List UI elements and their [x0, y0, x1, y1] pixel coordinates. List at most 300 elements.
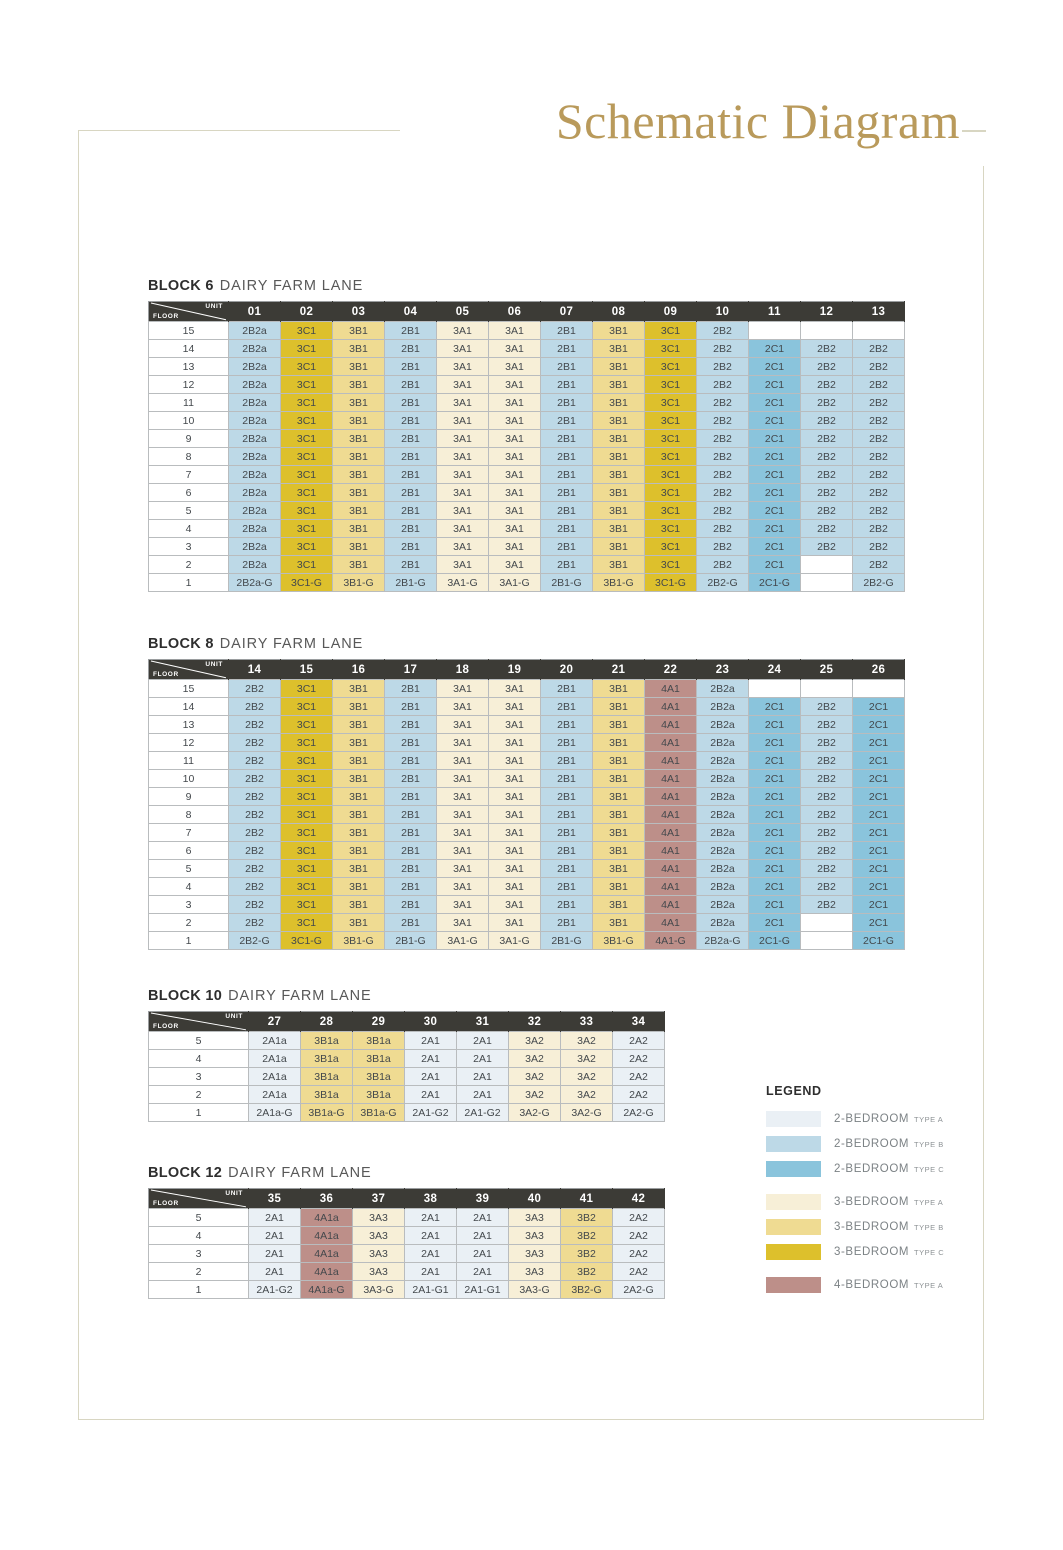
unit-cell[interactable]: 3A1 — [489, 376, 541, 394]
unit-cell[interactable]: 2B2 — [697, 394, 749, 412]
unit-cell[interactable]: 3B2 — [561, 1245, 613, 1263]
unit-cell[interactable]: 3C1 — [281, 698, 333, 716]
unit-cell[interactable]: 3A1 — [489, 394, 541, 412]
unit-cell[interactable]: 2C1 — [853, 896, 905, 914]
unit-cell[interactable]: 4A1a — [301, 1245, 353, 1263]
unit-cell[interactable]: 3A1 — [437, 770, 489, 788]
unit-cell[interactable]: 3B1a — [353, 1032, 405, 1050]
unit-cell[interactable]: 2B1 — [541, 520, 593, 538]
unit-cell[interactable]: 4A1 — [645, 896, 697, 914]
unit-cell[interactable]: 2B2 — [697, 538, 749, 556]
unit-cell[interactable]: 3B1 — [333, 914, 385, 932]
unit-cell[interactable]: 3A1 — [437, 556, 489, 574]
unit-cell[interactable]: 3A2-G — [509, 1104, 561, 1122]
unit-cell[interactable]: 2B2 — [801, 824, 853, 842]
unit-cell[interactable]: 2C1 — [853, 770, 905, 788]
unit-cell[interactable]: 3B1 — [333, 340, 385, 358]
unit-cell[interactable]: 3A2 — [509, 1050, 561, 1068]
unit-cell[interactable]: 2A1-G1 — [405, 1281, 457, 1299]
unit-cell[interactable]: 3A1 — [437, 896, 489, 914]
unit-cell[interactable]: 3C1 — [281, 556, 333, 574]
unit-cell[interactable]: 2B2a — [697, 896, 749, 914]
unit-cell[interactable]: 3C1 — [645, 538, 697, 556]
unit-cell[interactable]: 3A1 — [437, 716, 489, 734]
unit-cell[interactable]: 3B1 — [333, 394, 385, 412]
unit-cell[interactable]: 2C1 — [749, 466, 801, 484]
unit-cell[interactable]: 4A1 — [645, 770, 697, 788]
unit-cell[interactable]: 3B1 — [333, 322, 385, 340]
unit-cell[interactable]: 2B1 — [385, 358, 437, 376]
unit-cell[interactable]: 3A1 — [489, 322, 541, 340]
unit-cell[interactable]: 3B1a — [301, 1068, 353, 1086]
unit-cell[interactable]: 2C1 — [749, 752, 801, 770]
unit-cell[interactable]: 4A1 — [645, 716, 697, 734]
unit-cell[interactable]: 3C1 — [281, 878, 333, 896]
unit-cell[interactable]: 2B2 — [801, 358, 853, 376]
unit-cell[interactable]: 2B2a — [697, 860, 749, 878]
unit-cell[interactable]: 2B1 — [541, 322, 593, 340]
unit-cell[interactable]: 2B2 — [801, 752, 853, 770]
unit-cell[interactable]: 3B1 — [593, 412, 645, 430]
unit-cell[interactable]: 4A1a-G — [301, 1281, 353, 1299]
unit-cell[interactable]: 2A1 — [405, 1209, 457, 1227]
unit-cell[interactable]: 3C1 — [281, 448, 333, 466]
unit-cell[interactable]: 2B2 — [229, 752, 281, 770]
unit-cell[interactable]: 2A2 — [613, 1209, 665, 1227]
unit-cell[interactable]: 2C1 — [749, 394, 801, 412]
unit-cell[interactable]: 2B1 — [385, 680, 437, 698]
unit-cell[interactable]: 3B1 — [333, 806, 385, 824]
unit-cell[interactable]: 2C1 — [749, 698, 801, 716]
unit-cell[interactable]: 3B1 — [593, 752, 645, 770]
unit-cell[interactable]: 2B2a — [229, 394, 281, 412]
unit-cell[interactable]: 2B2 — [853, 376, 905, 394]
unit-cell[interactable]: 4A1 — [645, 680, 697, 698]
unit-cell[interactable]: 3A1 — [437, 430, 489, 448]
unit-cell[interactable]: 3C1 — [281, 340, 333, 358]
unit-cell[interactable]: 3B1 — [593, 340, 645, 358]
unit-cell[interactable]: 2B2-G — [853, 574, 905, 592]
unit-cell[interactable]: 3A2 — [561, 1032, 613, 1050]
unit-cell[interactable]: 2B1 — [541, 698, 593, 716]
unit-cell[interactable]: 2B2 — [853, 502, 905, 520]
unit-cell[interactable]: 2B2 — [697, 556, 749, 574]
unit-cell[interactable]: 3C1-G — [281, 574, 333, 592]
unit-cell[interactable]: 3B1 — [593, 698, 645, 716]
unit-cell[interactable]: 3B1 — [593, 538, 645, 556]
unit-cell[interactable]: 2A1 — [405, 1245, 457, 1263]
unit-cell[interactable]: 2B2 — [229, 896, 281, 914]
unit-cell[interactable]: 3B1 — [333, 698, 385, 716]
unit-cell[interactable]: 2A1-G2 — [249, 1281, 301, 1299]
unit-cell[interactable]: 3A1 — [437, 788, 489, 806]
unit-cell[interactable]: 2B2 — [697, 322, 749, 340]
unit-cell[interactable]: 3B1 — [593, 358, 645, 376]
unit-cell[interactable]: 2B2 — [229, 698, 281, 716]
unit-cell[interactable]: 2B1 — [385, 914, 437, 932]
unit-cell[interactable]: 2B2 — [853, 448, 905, 466]
unit-cell[interactable]: 2B1 — [385, 430, 437, 448]
unit-cell[interactable]: 3B1 — [593, 806, 645, 824]
unit-cell[interactable]: 2B1-G — [541, 932, 593, 950]
unit-cell[interactable]: 3B1 — [593, 680, 645, 698]
unit-cell[interactable]: 2B2a — [229, 358, 281, 376]
unit-cell[interactable]: 2A2 — [613, 1032, 665, 1050]
unit-cell[interactable]: 2B1 — [385, 824, 437, 842]
unit-cell[interactable]: 3A2-G — [561, 1104, 613, 1122]
unit-cell[interactable]: 2B2-G — [229, 932, 281, 950]
unit-cell[interactable]: 2B1 — [541, 914, 593, 932]
unit-cell[interactable]: 3C1 — [645, 448, 697, 466]
unit-cell[interactable]: 2C1 — [749, 484, 801, 502]
unit-cell[interactable]: 2B1 — [385, 806, 437, 824]
unit-cell[interactable]: 2B2 — [801, 734, 853, 752]
unit-cell[interactable]: 3B1 — [593, 502, 645, 520]
unit-cell[interactable]: 2B1 — [385, 788, 437, 806]
unit-cell[interactable]: 2C1 — [853, 806, 905, 824]
unit-cell[interactable]: 2B2a — [229, 520, 281, 538]
unit-cell[interactable]: 4A1a — [301, 1263, 353, 1281]
unit-cell[interactable]: 2C1 — [749, 520, 801, 538]
unit-cell[interactable]: 2B1 — [385, 394, 437, 412]
unit-cell[interactable]: 3A1 — [437, 322, 489, 340]
unit-cell[interactable]: 3B1 — [593, 376, 645, 394]
unit-cell[interactable]: 2B2 — [801, 466, 853, 484]
unit-cell[interactable]: 2B2 — [697, 412, 749, 430]
unit-cell[interactable]: 2B1 — [541, 340, 593, 358]
unit-cell[interactable]: 2C1 — [749, 502, 801, 520]
unit-cell[interactable]: 2A2 — [613, 1227, 665, 1245]
unit-cell[interactable]: 3A1 — [437, 484, 489, 502]
unit-cell[interactable]: 3A3 — [353, 1227, 405, 1245]
unit-cell[interactable]: 3B2 — [561, 1263, 613, 1281]
unit-cell[interactable]: 2B2 — [697, 340, 749, 358]
unit-cell[interactable]: 2B2 — [801, 538, 853, 556]
unit-cell[interactable]: 3B1 — [333, 896, 385, 914]
unit-cell[interactable]: 4A1 — [645, 788, 697, 806]
unit-cell[interactable]: 2B2 — [853, 358, 905, 376]
unit-cell[interactable]: 2B2 — [697, 502, 749, 520]
unit-cell[interactable]: 3A1 — [437, 340, 489, 358]
unit-cell[interactable]: 3B1 — [333, 484, 385, 502]
unit-cell[interactable]: 2C1 — [749, 878, 801, 896]
unit-cell[interactable]: 2A1 — [457, 1263, 509, 1281]
unit-cell[interactable]: 2B2a-G — [229, 574, 281, 592]
unit-cell[interactable]: 2B2 — [801, 698, 853, 716]
unit-cell[interactable]: 2B1 — [541, 878, 593, 896]
unit-cell[interactable]: 2A2-G — [613, 1281, 665, 1299]
unit-cell[interactable]: 2B2 — [801, 770, 853, 788]
unit-cell[interactable]: 3A3-G — [353, 1281, 405, 1299]
unit-cell[interactable]: 2C1 — [749, 556, 801, 574]
unit-cell[interactable]: 2B2a — [229, 484, 281, 502]
unit-cell[interactable]: 3C1 — [281, 430, 333, 448]
unit-cell[interactable]: 4A1a — [301, 1227, 353, 1245]
unit-cell[interactable]: 2B2 — [697, 466, 749, 484]
unit-cell[interactable]: 3A1 — [437, 502, 489, 520]
unit-cell[interactable]: 3B1 — [333, 752, 385, 770]
unit-cell[interactable]: 3B2 — [561, 1227, 613, 1245]
unit-cell[interactable]: 2B2a — [697, 752, 749, 770]
unit-cell[interactable]: 2B1 — [541, 860, 593, 878]
unit-cell[interactable]: 2B2a — [229, 538, 281, 556]
unit-cell[interactable]: 3A1 — [489, 860, 541, 878]
unit-cell[interactable]: 2B2a — [697, 734, 749, 752]
unit-cell[interactable]: 3C1 — [281, 412, 333, 430]
unit-cell[interactable]: 2B1 — [385, 502, 437, 520]
unit-cell[interactable]: 3A1 — [489, 340, 541, 358]
unit-cell[interactable]: 2A1 — [457, 1227, 509, 1245]
unit-cell[interactable]: 2C1-G — [749, 932, 801, 950]
unit-cell[interactable]: 2C1 — [853, 734, 905, 752]
unit-cell[interactable]: 3B1 — [593, 914, 645, 932]
unit-cell[interactable]: 2B1 — [541, 788, 593, 806]
unit-cell[interactable]: 3B1-G — [593, 574, 645, 592]
unit-cell[interactable]: 2A1 — [405, 1032, 457, 1050]
unit-cell[interactable]: 2C1-G — [749, 574, 801, 592]
unit-cell[interactable]: 2B2 — [801, 860, 853, 878]
unit-cell[interactable]: 4A1 — [645, 752, 697, 770]
unit-cell[interactable]: 2B2 — [801, 430, 853, 448]
unit-cell[interactable]: 2A1 — [405, 1068, 457, 1086]
unit-cell[interactable]: 2B2 — [801, 878, 853, 896]
unit-cell[interactable]: 3A1 — [489, 466, 541, 484]
unit-cell[interactable]: 2A1 — [405, 1086, 457, 1104]
unit-cell[interactable]: 2B1 — [385, 734, 437, 752]
unit-cell[interactable]: 3C1 — [281, 842, 333, 860]
unit-cell[interactable]: 2A1 — [457, 1245, 509, 1263]
unit-cell[interactable]: 3A1 — [489, 716, 541, 734]
unit-cell[interactable]: 3C1 — [645, 412, 697, 430]
unit-cell[interactable]: 2B1 — [385, 896, 437, 914]
unit-cell[interactable]: 2B2 — [853, 430, 905, 448]
unit-cell[interactable]: 2C1 — [749, 806, 801, 824]
unit-cell[interactable]: 2B2 — [229, 860, 281, 878]
unit-cell[interactable]: 3A1 — [489, 824, 541, 842]
unit-cell[interactable]: 3B1 — [593, 860, 645, 878]
unit-cell[interactable]: 2B1-G — [385, 932, 437, 950]
unit-cell[interactable]: 2C1 — [749, 860, 801, 878]
unit-cell[interactable]: 3A1 — [437, 538, 489, 556]
unit-cell[interactable]: 3B1 — [333, 430, 385, 448]
unit-cell[interactable]: 3B1 — [333, 734, 385, 752]
unit-cell[interactable]: 2B1 — [385, 842, 437, 860]
unit-cell[interactable]: 2B1 — [541, 752, 593, 770]
unit-cell[interactable]: 2B1 — [541, 430, 593, 448]
unit-cell[interactable]: 4A1 — [645, 914, 697, 932]
unit-cell[interactable]: 3A1 — [489, 896, 541, 914]
unit-cell[interactable]: 2B1 — [541, 806, 593, 824]
unit-cell[interactable]: 3B1 — [593, 556, 645, 574]
unit-cell[interactable]: 2C1 — [749, 896, 801, 914]
unit-cell[interactable]: 2B1 — [385, 698, 437, 716]
unit-cell[interactable]: 2B2a — [229, 340, 281, 358]
unit-cell[interactable]: 2C1 — [853, 914, 905, 932]
unit-cell[interactable]: 3B1 — [593, 734, 645, 752]
unit-cell[interactable]: 2B1 — [541, 358, 593, 376]
unit-cell[interactable]: 3C1 — [645, 358, 697, 376]
unit-cell[interactable]: 2B2 — [229, 680, 281, 698]
unit-cell[interactable]: 2A1a — [249, 1068, 301, 1086]
unit-cell[interactable]: 3B1 — [333, 502, 385, 520]
unit-cell[interactable]: 3B1 — [333, 466, 385, 484]
unit-cell[interactable]: 2B2 — [229, 734, 281, 752]
unit-cell[interactable]: 2B2a — [229, 448, 281, 466]
unit-cell[interactable]: 2B2 — [801, 502, 853, 520]
unit-cell[interactable]: 3A1 — [437, 734, 489, 752]
unit-cell[interactable]: 3B1 — [593, 322, 645, 340]
unit-cell[interactable]: 2B1 — [541, 680, 593, 698]
unit-cell[interactable]: 2B2 — [801, 448, 853, 466]
unit-cell[interactable]: 3C1 — [281, 752, 333, 770]
unit-cell[interactable]: 3C1 — [281, 538, 333, 556]
unit-cell[interactable]: 3A1 — [437, 358, 489, 376]
unit-cell[interactable]: 3B1 — [593, 448, 645, 466]
unit-cell[interactable]: 2B1 — [541, 716, 593, 734]
unit-cell[interactable]: 2B1 — [385, 716, 437, 734]
unit-cell[interactable]: 2B2 — [853, 556, 905, 574]
unit-cell[interactable]: 3A1 — [489, 430, 541, 448]
unit-cell[interactable]: 4A1 — [645, 878, 697, 896]
unit-cell[interactable]: 3A1 — [489, 520, 541, 538]
unit-cell[interactable]: 2A1 — [249, 1263, 301, 1281]
unit-cell[interactable]: 2B2 — [801, 842, 853, 860]
unit-cell[interactable]: 2C1 — [749, 788, 801, 806]
unit-cell[interactable]: 2B2 — [853, 466, 905, 484]
unit-cell[interactable]: 2A1a — [249, 1050, 301, 1068]
unit-cell[interactable]: 3B1 — [333, 448, 385, 466]
unit-cell[interactable]: 2B2-G — [697, 574, 749, 592]
unit-cell[interactable]: 2B1 — [385, 340, 437, 358]
unit-cell[interactable]: 2B1 — [385, 448, 437, 466]
unit-cell[interactable]: 3B1-G — [593, 932, 645, 950]
unit-cell[interactable]: 2B2 — [229, 770, 281, 788]
unit-cell[interactable]: 3A1 — [489, 502, 541, 520]
unit-cell[interactable]: 3B1a — [301, 1050, 353, 1068]
unit-cell[interactable]: 2A1 — [249, 1245, 301, 1263]
unit-cell[interactable]: 2B1 — [541, 412, 593, 430]
unit-cell[interactable]: 2B2 — [697, 520, 749, 538]
unit-cell[interactable]: 2B2a — [697, 842, 749, 860]
unit-cell[interactable]: 2C1 — [749, 340, 801, 358]
unit-cell[interactable]: 2B2 — [229, 716, 281, 734]
unit-cell[interactable]: 2C1 — [749, 734, 801, 752]
unit-cell[interactable]: 3A1-G — [437, 574, 489, 592]
unit-cell[interactable]: 2B1 — [541, 538, 593, 556]
unit-cell[interactable]: 2B2 — [229, 806, 281, 824]
unit-cell[interactable]: 2B2 — [801, 340, 853, 358]
unit-cell[interactable]: 3C1 — [645, 322, 697, 340]
unit-cell[interactable]: 3C1 — [281, 520, 333, 538]
unit-cell[interactable]: 2B1-G — [541, 574, 593, 592]
unit-cell[interactable]: 2B1 — [541, 734, 593, 752]
unit-cell[interactable]: 3C1 — [645, 520, 697, 538]
unit-cell[interactable]: 2C1 — [853, 842, 905, 860]
unit-cell[interactable]: 2C1 — [853, 698, 905, 716]
unit-cell[interactable]: 2B2a — [229, 412, 281, 430]
unit-cell[interactable]: 2A1 — [457, 1032, 509, 1050]
unit-cell[interactable]: 2B1 — [541, 466, 593, 484]
unit-cell[interactable]: 2B2a — [697, 806, 749, 824]
unit-cell[interactable]: 3A1 — [489, 538, 541, 556]
unit-cell[interactable]: 2A2 — [613, 1068, 665, 1086]
unit-cell[interactable]: 2B2 — [853, 394, 905, 412]
unit-cell[interactable]: 2B2 — [801, 520, 853, 538]
unit-cell[interactable]: 3B1 — [593, 484, 645, 502]
unit-cell[interactable]: 2B1 — [385, 322, 437, 340]
unit-cell[interactable]: 3A1 — [489, 358, 541, 376]
unit-cell[interactable]: 2C1 — [853, 788, 905, 806]
unit-cell[interactable]: 3C1 — [281, 484, 333, 502]
unit-cell[interactable]: 2A1 — [249, 1209, 301, 1227]
unit-cell[interactable]: 3A2 — [561, 1086, 613, 1104]
unit-cell[interactable]: 2B1 — [541, 770, 593, 788]
unit-cell[interactable]: 2B1 — [541, 824, 593, 842]
unit-cell[interactable]: 2B2 — [801, 806, 853, 824]
unit-cell[interactable]: 3A1 — [437, 752, 489, 770]
unit-cell[interactable]: 2C1 — [749, 538, 801, 556]
unit-cell[interactable]: 2B1 — [541, 376, 593, 394]
unit-cell[interactable]: 3B1 — [593, 430, 645, 448]
unit-cell[interactable]: 3C1 — [281, 914, 333, 932]
unit-cell[interactable]: 3A3 — [353, 1209, 405, 1227]
unit-cell[interactable]: 2A1 — [457, 1086, 509, 1104]
unit-cell[interactable]: 3B1 — [333, 788, 385, 806]
unit-cell[interactable]: 3C1 — [281, 860, 333, 878]
unit-cell[interactable]: 3C1 — [281, 466, 333, 484]
unit-cell[interactable]: 2B2a — [697, 824, 749, 842]
unit-cell[interactable]: 2C1 — [749, 914, 801, 932]
unit-cell[interactable]: 3B1 — [333, 412, 385, 430]
unit-cell[interactable]: 3B1 — [333, 520, 385, 538]
unit-cell[interactable]: 3A1 — [437, 394, 489, 412]
unit-cell[interactable]: 3B1 — [593, 824, 645, 842]
unit-cell[interactable]: 2B2 — [853, 520, 905, 538]
unit-cell[interactable]: 3C1 — [281, 770, 333, 788]
unit-cell[interactable]: 3B1a-G — [301, 1104, 353, 1122]
unit-cell[interactable]: 2A2-G — [613, 1104, 665, 1122]
unit-cell[interactable]: 2B2 — [229, 788, 281, 806]
unit-cell[interactable]: 4A1 — [645, 824, 697, 842]
unit-cell[interactable]: 2B2 — [801, 484, 853, 502]
unit-cell[interactable]: 3B1a — [353, 1068, 405, 1086]
unit-cell[interactable]: 3B2-G — [561, 1281, 613, 1299]
unit-cell[interactable]: 3B1-G — [333, 574, 385, 592]
unit-cell[interactable]: 3A3 — [353, 1245, 405, 1263]
unit-cell[interactable]: 2B2 — [697, 448, 749, 466]
unit-cell[interactable]: 3C1 — [281, 394, 333, 412]
unit-cell[interactable]: 2B2a — [697, 680, 749, 698]
unit-cell[interactable]: 2B1 — [385, 556, 437, 574]
unit-cell[interactable]: 2A1 — [405, 1050, 457, 1068]
unit-cell[interactable]: 2B2 — [697, 430, 749, 448]
unit-cell[interactable]: 2B2 — [229, 824, 281, 842]
unit-cell[interactable]: 2C1 — [749, 430, 801, 448]
unit-cell[interactable]: 3C1 — [281, 376, 333, 394]
unit-cell[interactable]: 3A1-G — [489, 574, 541, 592]
unit-cell[interactable]: 2B2 — [853, 412, 905, 430]
unit-cell[interactable]: 2C1 — [749, 412, 801, 430]
unit-cell[interactable]: 2B1 — [385, 376, 437, 394]
unit-cell[interactable]: 3A1 — [437, 680, 489, 698]
unit-cell[interactable]: 3C1 — [281, 788, 333, 806]
unit-cell[interactable]: 3A1 — [437, 412, 489, 430]
unit-cell[interactable]: 2B1 — [385, 770, 437, 788]
unit-cell[interactable]: 3A1 — [489, 734, 541, 752]
unit-cell[interactable]: 2C1 — [853, 752, 905, 770]
unit-cell[interactable]: 4A1 — [645, 806, 697, 824]
unit-cell[interactable]: 2A2 — [613, 1050, 665, 1068]
